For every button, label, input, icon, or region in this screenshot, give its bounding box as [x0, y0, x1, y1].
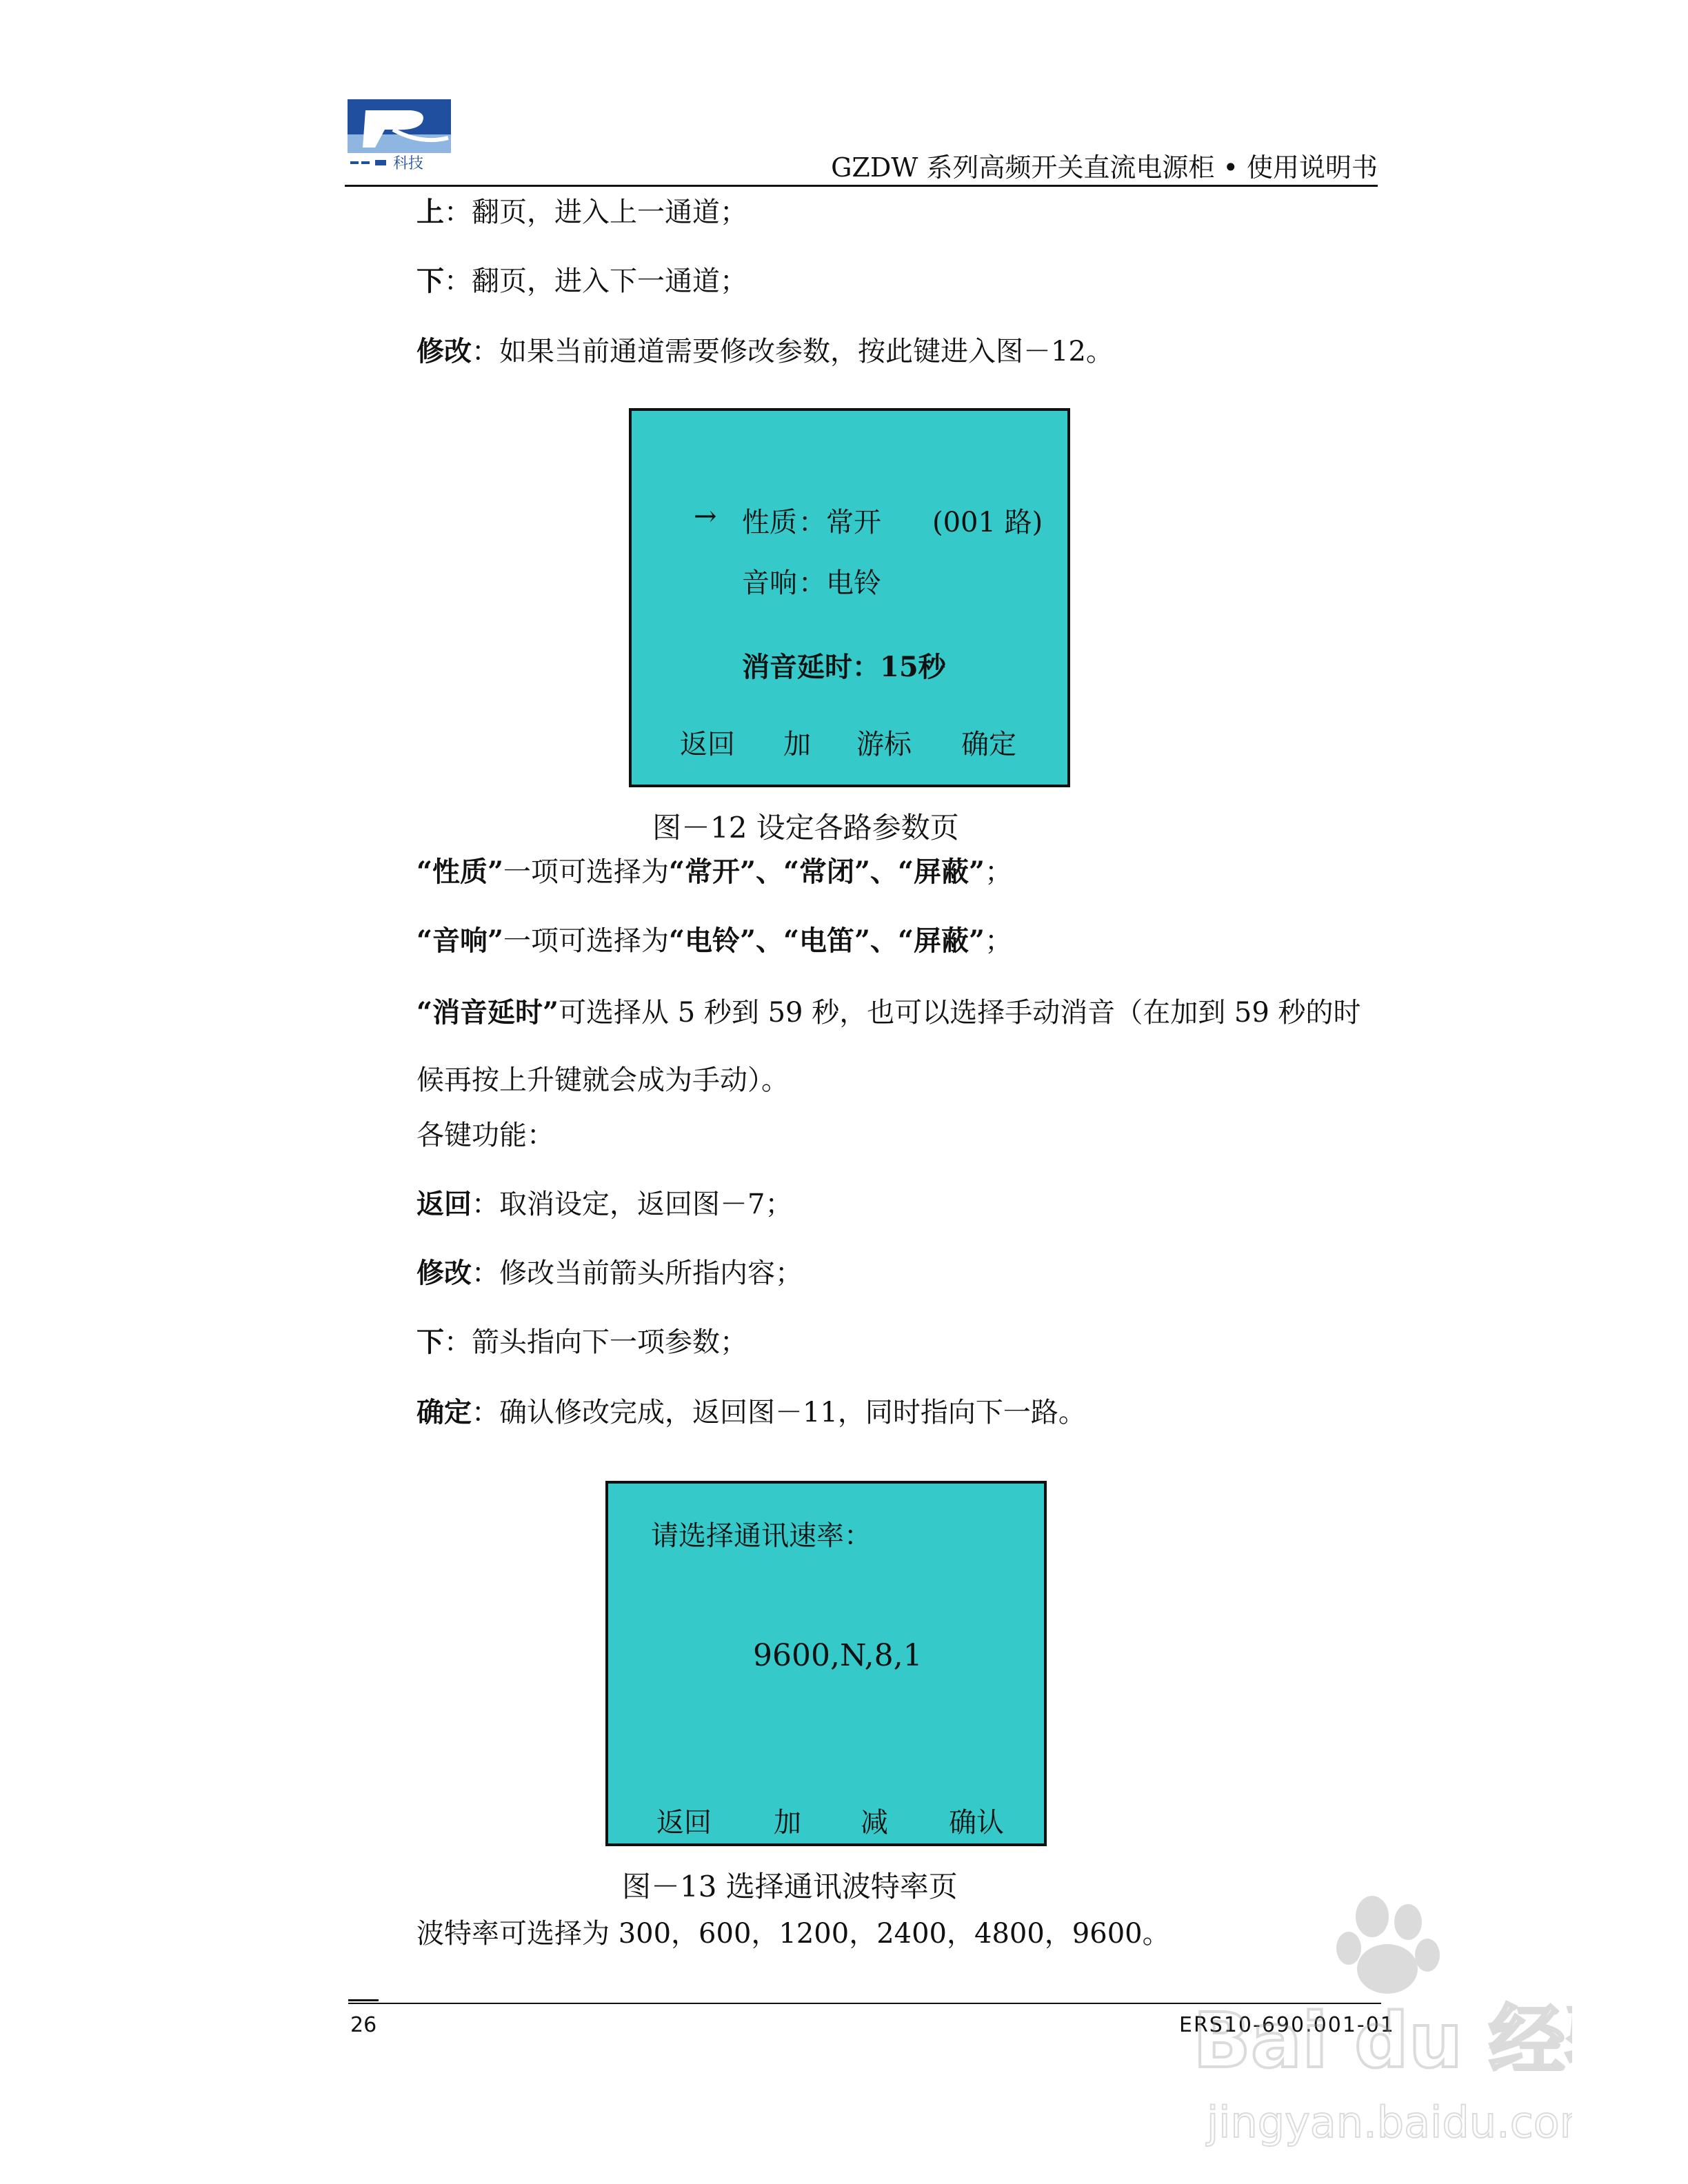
note-label: “消音延时” [416, 996, 559, 1029]
channel-number: (001 路) [932, 507, 1043, 538]
key-desc-down [416, 264, 747, 299]
key-label: 确定 [416, 1396, 472, 1428]
figure-13-caption: 图－13 选择通讯波特率页 [622, 1870, 958, 1903]
nature-value: ：常开 [798, 507, 881, 538]
mute-delay-note [416, 979, 1382, 1114]
option-text: 一项可选择为 [503, 856, 670, 888]
paw-icon [1336, 1896, 1440, 1994]
sound-value: ：电铃 [798, 567, 881, 599]
company-logo [345, 97, 455, 179]
watermark-url: jingyan.baidu.com [1207, 2097, 1572, 2147]
lcd-button-back: 返回 [680, 729, 735, 760]
lcd-button-subtract: 减 [861, 1807, 888, 1839]
lcd-button-add: 加 [783, 729, 811, 760]
key-label: 下 [416, 265, 444, 297]
mute-delay-value: 消音延时：15秒 [742, 651, 946, 683]
cursor-arrow-icon: → [694, 501, 717, 532]
lcd-button-confirm: 确定 [961, 729, 1016, 760]
footer-accent-rule [348, 1999, 379, 2001]
key-text: ：箭头指向下一项参数； [444, 1326, 747, 1358]
document-code: ERS10-690.001-01 [1179, 2013, 1395, 2037]
lcd-button-add: 加 [774, 1807, 801, 1839]
key-label: 下 [416, 1326, 444, 1358]
key-desc-modify [416, 334, 1114, 369]
key-text: ：确认修改完成，返回图－11，同时指向下一路。 [472, 1397, 1086, 1428]
key-desc-back [416, 1187, 792, 1222]
option-values: “电铃”、“电笛”、“屏蔽” [669, 924, 985, 957]
nature-label: 性质 [742, 507, 797, 538]
figure-12-caption: 图－12 设定各路参数页 [652, 811, 959, 845]
lcd-button-back: 返回 [656, 1807, 712, 1839]
option-nature [416, 855, 1012, 889]
key-desc-modify-2 [416, 1256, 803, 1291]
key-text: ：翻页，进入下一通道； [444, 265, 747, 297]
key-desc-up [416, 195, 747, 230]
option-text: 一项可选择为 [503, 925, 670, 957]
key-desc-down-2 [416, 1325, 747, 1359]
option-sound [416, 924, 1012, 958]
lcd-button-confirm: 确认 [949, 1807, 1004, 1839]
page-number: 26 [350, 2013, 377, 2037]
key-text: ：如果当前通道需要修改参数，按此键进入图－12。 [472, 336, 1114, 367]
key-label: 修改 [416, 1257, 472, 1289]
baidu-watermark [1186, 1889, 1572, 2165]
key-text: ：翻页，进入上一通道； [444, 196, 747, 228]
key-label: 上 [416, 196, 444, 228]
option-name: “性质” [416, 856, 504, 888]
key-desc-confirm [416, 1395, 1086, 1430]
baud-rate-note: 波特率可选择为 300，600，1200，2400，4800，9600。 [416, 1918, 1170, 1950]
key-label: 返回 [416, 1188, 472, 1220]
baud-value: 9600,N,8,1 [753, 1638, 923, 1673]
watermark-brand: Bai du 经 [1193, 1996, 1565, 2085]
sound-label: 音响 [742, 567, 797, 599]
option-end: ； [985, 925, 1013, 957]
key-text: ：修改当前箭头所指内容； [472, 1257, 803, 1289]
baud-prompt: 请选择通讯速率： [651, 1520, 872, 1552]
header-rule [345, 185, 1378, 187]
lcd-button-cursor: 游标 [856, 729, 912, 760]
option-values: “常开”、“常闭”、“屏蔽” [669, 856, 985, 888]
option-end: ； [985, 856, 1013, 888]
lcd-screen-channel-settings [629, 408, 1070, 787]
note-text: 可选择从 5 秒到 59 秒，也可以选择手动消音（在加到 59 秒的时候再按上升键就会成为手动）。 [416, 997, 1361, 1096]
option-name: “音响” [416, 924, 504, 957]
lcd-screen-baud-rate [605, 1481, 1047, 1846]
keys-section-title: 各键功能： [416, 1120, 554, 1151]
key-text: ：取消设定，返回图－7； [472, 1189, 793, 1220]
key-label: 修改 [416, 335, 472, 367]
header-title: GZDW 系列高频开关直流电源柜 • 使用说明书 [831, 152, 1378, 183]
logo-text: 科技 [393, 155, 424, 172]
